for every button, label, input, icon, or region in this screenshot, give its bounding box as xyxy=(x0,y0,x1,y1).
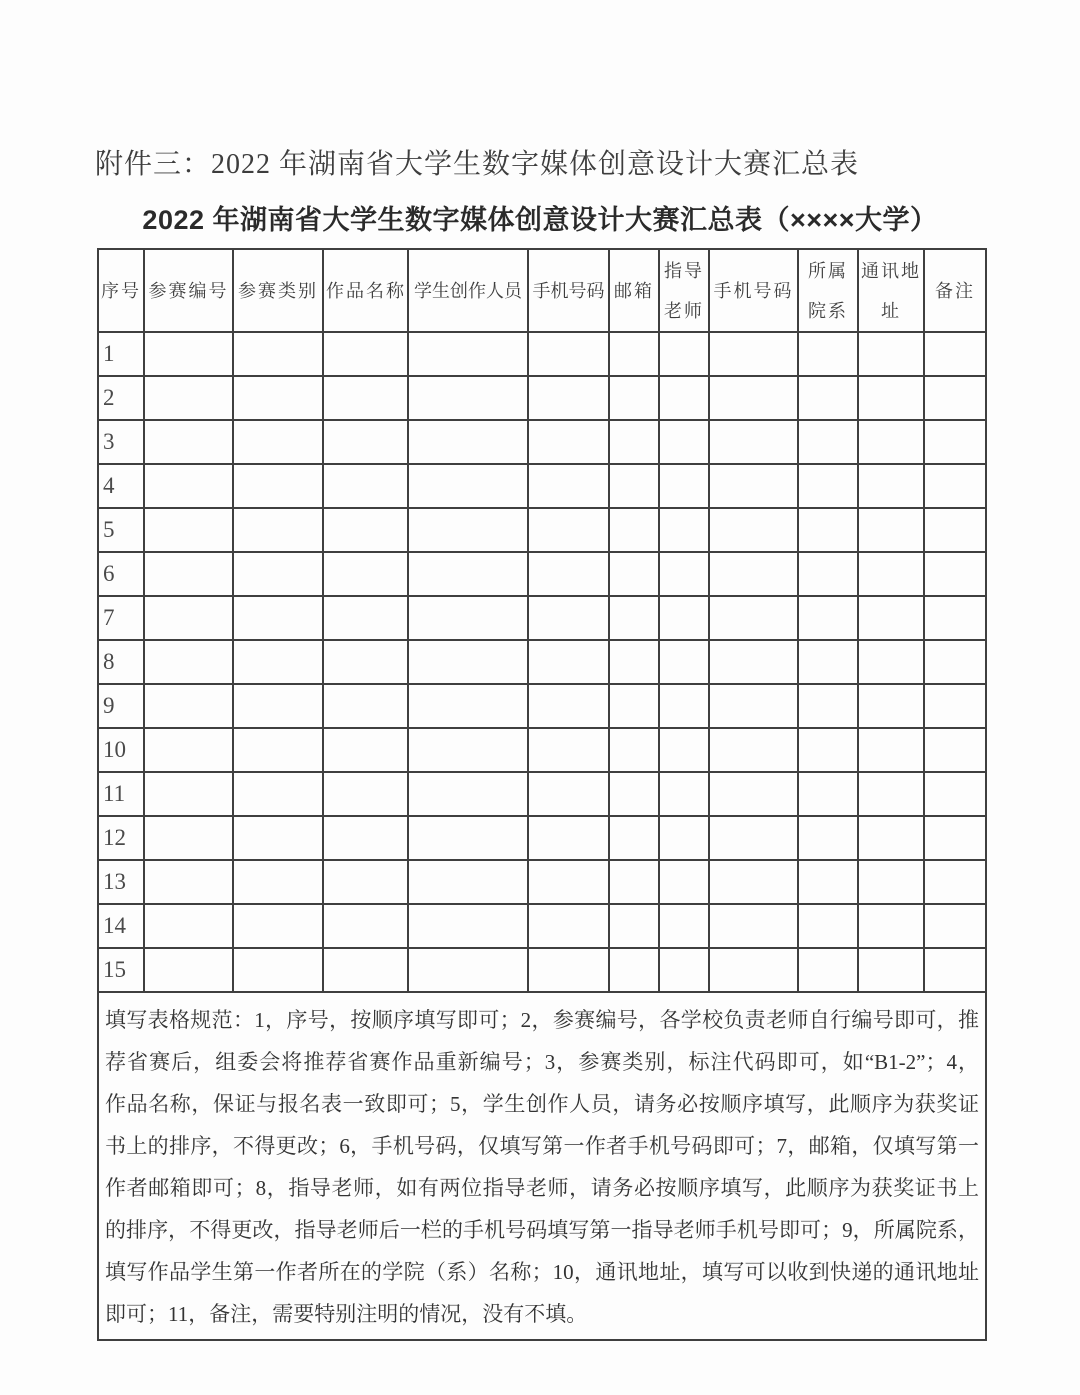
table-cell xyxy=(233,420,323,464)
table-cell xyxy=(798,904,858,948)
table-cell xyxy=(609,904,659,948)
table-cell xyxy=(659,684,709,728)
table-cell xyxy=(408,816,528,860)
table-cell xyxy=(709,420,798,464)
table-cell xyxy=(709,904,798,948)
table-cell xyxy=(609,508,659,552)
row-number-cell: 5 xyxy=(98,508,144,552)
table-cell xyxy=(233,640,323,684)
table-header xyxy=(98,249,986,332)
table-cell xyxy=(408,508,528,552)
table-cell xyxy=(858,464,924,508)
table-cell xyxy=(924,816,986,860)
table-cell xyxy=(924,508,986,552)
column-header-index: 序号 xyxy=(98,249,144,332)
row-number-cell: 8 xyxy=(98,640,144,684)
table-cell xyxy=(528,552,609,596)
table-cell xyxy=(323,332,408,376)
table-cell xyxy=(924,596,986,640)
table-cell xyxy=(858,772,924,816)
table-cell xyxy=(798,552,858,596)
table-cell xyxy=(408,772,528,816)
table-cell xyxy=(528,508,609,552)
table-cell xyxy=(609,640,659,684)
table-cell xyxy=(144,772,233,816)
table-row xyxy=(98,508,986,552)
column-header-mobile-number: 手机号码 xyxy=(528,249,609,332)
table-cell xyxy=(858,332,924,376)
table-cell xyxy=(528,816,609,860)
table-cell xyxy=(858,552,924,596)
table-cell xyxy=(144,596,233,640)
row-number-cell: 10 xyxy=(98,728,144,772)
table-row xyxy=(98,772,986,816)
table-cell xyxy=(609,860,659,904)
table-cell xyxy=(408,464,528,508)
table-cell xyxy=(528,904,609,948)
row-number-cell: 6 xyxy=(98,552,144,596)
table-cell xyxy=(233,332,323,376)
notes-row xyxy=(98,992,986,1340)
notes-line: 填写作品学生第一作者所在的学院（系）名称；10，通讯地址，填写可以收到快递的通讯地址 xyxy=(105,1260,979,1284)
table-cell xyxy=(408,552,528,596)
table-cell xyxy=(659,860,709,904)
table-cell xyxy=(609,420,659,464)
table-cell xyxy=(408,684,528,728)
table-cell xyxy=(323,508,408,552)
table-cell xyxy=(659,420,709,464)
table-cell xyxy=(659,816,709,860)
table-cell xyxy=(233,464,323,508)
table-row xyxy=(98,948,986,992)
table-row xyxy=(98,904,986,948)
table-cell xyxy=(858,816,924,860)
table-header-row xyxy=(98,249,986,332)
notes-line: 荐省赛后，组委会将推荐省赛作品重新编号；3，参赛类别，标注代码即可，如“B1-2”；4， xyxy=(105,1050,979,1074)
table-cell xyxy=(528,860,609,904)
table-cell xyxy=(528,376,609,420)
table-cell xyxy=(144,684,233,728)
table-cell xyxy=(659,904,709,948)
table-cell xyxy=(528,728,609,772)
table-cell xyxy=(709,332,798,376)
row-number-cell: 11 xyxy=(98,772,144,816)
table-cell xyxy=(609,464,659,508)
table-cell xyxy=(609,684,659,728)
column-header-advisor: 指导老师 xyxy=(659,249,709,332)
table-cell xyxy=(924,420,986,464)
table-row xyxy=(98,552,986,596)
table-cell xyxy=(323,904,408,948)
table-cell xyxy=(323,772,408,816)
summary-table xyxy=(97,248,987,1341)
table-cell xyxy=(659,376,709,420)
table-cell xyxy=(528,948,609,992)
table-cell xyxy=(323,640,408,684)
table-cell xyxy=(858,420,924,464)
table-cell xyxy=(609,948,659,992)
column-header-student-creators: 学生创作人员 xyxy=(408,249,528,332)
table-cell xyxy=(233,596,323,640)
table-cell xyxy=(924,376,986,420)
table-cell xyxy=(709,860,798,904)
table-cell xyxy=(609,596,659,640)
table-cell xyxy=(609,376,659,420)
table-cell xyxy=(323,552,408,596)
table-cell xyxy=(858,684,924,728)
table-cell xyxy=(659,552,709,596)
table-cell xyxy=(233,772,323,816)
table-cell xyxy=(709,596,798,640)
table-cell xyxy=(323,376,408,420)
table-cell xyxy=(408,376,528,420)
table-cell xyxy=(408,860,528,904)
table-cell xyxy=(233,816,323,860)
table-cell xyxy=(323,420,408,464)
row-number-cell: 13 xyxy=(98,860,144,904)
table-cell xyxy=(798,728,858,772)
table-row xyxy=(98,464,986,508)
table-cell xyxy=(609,552,659,596)
notes-line: 作者邮箱即可；8，指导老师，如有两位指导老师，请务必按顺序填写，此顺序为获奖证书上 xyxy=(105,1176,979,1200)
table-cell xyxy=(233,552,323,596)
notes-line: 书上的排序，不得更改；6，手机号码，仅填写第一作者手机号码即可；7，邮箱，仅填写第一 xyxy=(105,1134,979,1158)
notes-line: 的排序，不得更改，指导老师后一栏的手机号码填写第一指导老师手机号即可；9，所属院系， xyxy=(105,1218,979,1242)
table-cell xyxy=(144,860,233,904)
table-cell xyxy=(144,816,233,860)
table-cell xyxy=(659,948,709,992)
table-cell xyxy=(858,948,924,992)
table-cell xyxy=(609,332,659,376)
table-cell xyxy=(858,376,924,420)
column-header-advisor-mobile: 手机号码 xyxy=(709,249,798,332)
table-row xyxy=(98,860,986,904)
column-header-mailing-address: 通讯地址 xyxy=(858,249,924,332)
table-cell xyxy=(709,948,798,992)
table-cell xyxy=(323,728,408,772)
table-cell xyxy=(924,860,986,904)
table-cell xyxy=(924,948,986,992)
notes-cell xyxy=(98,992,986,1340)
table-row xyxy=(98,596,986,640)
table-cell xyxy=(709,508,798,552)
table-cell xyxy=(659,728,709,772)
table-row xyxy=(98,376,986,420)
table-cell xyxy=(144,640,233,684)
table-cell xyxy=(858,508,924,552)
table-cell xyxy=(709,728,798,772)
table-cell xyxy=(233,948,323,992)
notes-line: 即可；11，备注，需要特别注明的情况，没有不填。 xyxy=(105,1302,588,1326)
table-cell xyxy=(144,464,233,508)
row-number-cell: 2 xyxy=(98,376,144,420)
notes-line: 作品名称，保证与报名表一致即可；5，学生创作人员，请务必按顺序填写，此顺序为获奖证 xyxy=(105,1092,979,1116)
row-number-cell: 7 xyxy=(98,596,144,640)
table-row xyxy=(98,816,986,860)
table-cell xyxy=(798,684,858,728)
table-cell xyxy=(709,640,798,684)
table-cell xyxy=(659,640,709,684)
table-cell xyxy=(798,376,858,420)
table-cell xyxy=(528,772,609,816)
table-cell xyxy=(858,596,924,640)
table-row xyxy=(98,420,986,464)
table-row xyxy=(98,332,986,376)
table-cell xyxy=(924,728,986,772)
table-cell xyxy=(408,420,528,464)
table-cell xyxy=(609,816,659,860)
table-cell xyxy=(798,420,858,464)
table-row xyxy=(98,684,986,728)
table-cell xyxy=(144,552,233,596)
row-number-cell: 12 xyxy=(98,816,144,860)
table-cell xyxy=(798,816,858,860)
attachment-note: 附件三：2022 年湖南省大学生数字媒体创意设计大赛汇总表 xyxy=(95,149,860,180)
column-header-email: 邮箱 xyxy=(609,249,659,332)
table-cell xyxy=(798,464,858,508)
table-body xyxy=(98,332,986,1340)
column-header-entry-number: 参赛编号 xyxy=(144,249,233,332)
table-cell xyxy=(924,772,986,816)
table-cell xyxy=(924,464,986,508)
table-cell xyxy=(924,332,986,376)
row-number-cell: 9 xyxy=(98,684,144,728)
table-cell xyxy=(798,640,858,684)
table-cell xyxy=(233,860,323,904)
table-cell xyxy=(528,420,609,464)
table-cell xyxy=(233,728,323,772)
table-cell xyxy=(709,684,798,728)
table-cell xyxy=(709,464,798,508)
table-cell xyxy=(144,948,233,992)
table-cell xyxy=(233,904,323,948)
table-cell xyxy=(528,640,609,684)
column-header-remarks: 备注 xyxy=(924,249,986,332)
table-cell xyxy=(233,508,323,552)
table-cell xyxy=(798,860,858,904)
row-number-cell: 14 xyxy=(98,904,144,948)
table-cell xyxy=(798,772,858,816)
table-cell xyxy=(408,948,528,992)
table-cell xyxy=(323,860,408,904)
table-cell xyxy=(659,332,709,376)
table-cell xyxy=(709,376,798,420)
table-cell xyxy=(798,508,858,552)
table-cell xyxy=(924,552,986,596)
table-cell xyxy=(408,332,528,376)
document-title: 2022 年湖南省大学生数字媒体创意设计大赛汇总表（××××大学） xyxy=(142,205,938,235)
table-cell xyxy=(323,948,408,992)
table-cell xyxy=(858,640,924,684)
table-cell xyxy=(144,508,233,552)
row-number-cell: 4 xyxy=(98,464,144,508)
table-cell xyxy=(323,596,408,640)
table-cell xyxy=(709,816,798,860)
table-cell xyxy=(798,332,858,376)
table-cell xyxy=(144,332,233,376)
column-header-entry-category: 参赛类别 xyxy=(233,249,323,332)
table-cell xyxy=(323,684,408,728)
table-cell xyxy=(709,772,798,816)
table-row xyxy=(98,640,986,684)
table-cell xyxy=(858,728,924,772)
table-cell xyxy=(798,948,858,992)
table-cell xyxy=(528,464,609,508)
table-cell xyxy=(858,904,924,948)
table-cell xyxy=(609,728,659,772)
row-number-cell: 3 xyxy=(98,420,144,464)
table-cell xyxy=(924,904,986,948)
table-cell xyxy=(233,376,323,420)
table-cell xyxy=(408,728,528,772)
table-cell xyxy=(659,772,709,816)
table-cell xyxy=(323,816,408,860)
table-cell xyxy=(858,860,924,904)
row-number-cell: 15 xyxy=(98,948,144,992)
table-cell xyxy=(924,640,986,684)
table-cell xyxy=(924,684,986,728)
table-cell xyxy=(144,376,233,420)
table-cell xyxy=(144,420,233,464)
table-cell xyxy=(144,728,233,772)
table-cell xyxy=(144,904,233,948)
column-header-department: 所属院系 xyxy=(798,249,858,332)
table-cell xyxy=(659,596,709,640)
table-cell xyxy=(528,596,609,640)
table-row xyxy=(98,728,986,772)
table-cell xyxy=(798,596,858,640)
table-cell xyxy=(323,464,408,508)
table-cell xyxy=(659,508,709,552)
notes-line: 填写表格规范：1，序号，按顺序填写即可；2，参赛编号，各学校负责老师自行编号即可，推 xyxy=(105,1008,979,1032)
table-cell xyxy=(528,332,609,376)
table-cell xyxy=(528,684,609,728)
table-cell xyxy=(709,552,798,596)
table-cell xyxy=(659,464,709,508)
table-cell xyxy=(609,772,659,816)
table-cell xyxy=(408,596,528,640)
table-cell xyxy=(408,640,528,684)
column-header-work-title: 作品名称 xyxy=(323,249,408,332)
row-number-cell: 1 xyxy=(98,332,144,376)
table-cell xyxy=(408,904,528,948)
table-cell xyxy=(233,684,323,728)
